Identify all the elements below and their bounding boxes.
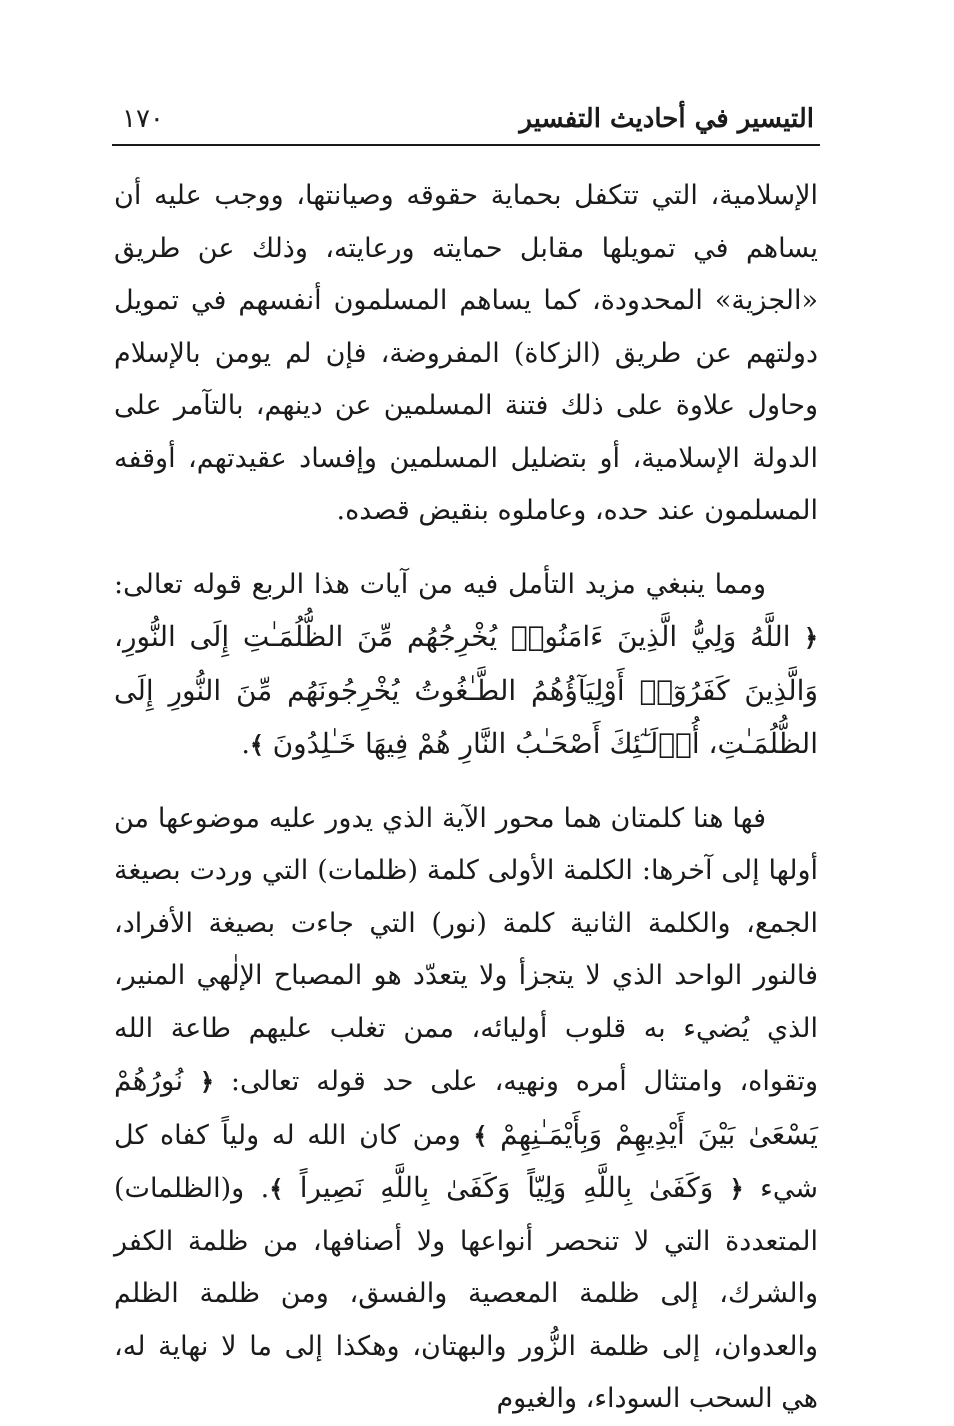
page-number: ١٧٠ [122,104,164,134]
quran-verse: وَكَفَىٰ بِاللَّهِ وَلِيّاً وَكَفَىٰ بِاللَّهِ نَصِيراً [299,1171,714,1204]
verse-open-bracket: ﴿ [199,1067,215,1096]
body-text [114,170,818,1426]
paragraph-1 [114,170,818,538]
page-header [112,96,820,146]
paragraph-2-intro: ومما ينبغي مزيد التأمل فيه من آيات هذا الربع قوله تعالى: [114,568,766,600]
paragraph-3-part2: ومن كان الله له ولياً كفاه كل شيء [114,1119,818,1204]
quran-verse: نُورُهُمْ يَسْعَىٰ بَيْنَ أَيْدِيهِمْ وَبِأَيْمَـٰنِهِمْ [114,1064,818,1151]
paragraph-3-part1: فها هنا كلمتان هما محور الآية الذي يدور عليه موضوعها من أولها إلى آخرها: الكلمة الأولى كلمة (ظلمات) التي وردت بصيغة الجمع، والكلمة الثانية كلمة (نور) التي جاءت بصيغة الأفراد، فالنور الواحد الذي لا يتجزأ ولا يتعدّد هو المصباح الإلٰهي المنير، الذي يُضيء به قلوب أوليائه، ممن تغلب عليهم طاعة الله وتقواه، وامتثال أمره ونهيه، على حد قوله تعالى: [114,802,818,1097]
verse-close-bracket: ﴾ [249,730,264,759]
verse-open-bracket: ﴿ [729,1174,744,1203]
paragraph-2-tail: . [241,729,250,760]
paragraph-1-text: الإسلامية، التي تتكفل بحماية حقوقه وصيانتها، ووجب عليه أن يساهم في تمويلها مقابل حمايته ورعايته، وذلك عن طريق «الجزية» المحدودة، كما يساهم المسلمون أنفسهم في تمويل دولتهم عن طريق (الزكاة) المفروضة، فإن لم يومن بالإسلام وحاول علاوة على ذلك فتنة المسلمين عن دينهم، بالتآمر على الدولة الإسلامية، أو بتضليل المسلمين وإفساد عقيدتهم، أوقفه المسلمون عند حده، وعاملوه بنقيض قصده. [114,180,818,526]
verse-close-bracket: ﴾ [473,1120,488,1150]
verse-close-bracket: ﴾ [269,1174,284,1203]
quran-verse: اللَّهُ وَلِيُّ الَّذِينَ ءَامَنُوا۟ يُخْرِجُهُم مِّنَ الظُّلُمَـٰتِ إِلَى النُّورِ، وَالَّذِينَ كَفَرُوٓا۟ أَوْلِيَآؤُهُمُ الطَّـٰغُوتُ يُخْرِجُونَهُم مِّنَ النُّورِ إِلَى الظُّلُمَـٰتِ، أُو۟لَـٰٓئِكَ أَصْحَـٰبُ النَّارِ هُمْ فِيهَا خَـٰلِدُونَ [114,620,818,760]
verse-open-bracket: ﴿ [803,623,818,652]
paragraph-3-part3: . و(الظلمات) المتعددة التي لا تنحصر أنواعها ولا أصنافها، من ظلمة الكفر والشرك، إلى ظلمة المعصية والفسق، ومن ظلمة الظلم والعدوان، إلى ظلمة الزُّور والبهتان، وهكذا إلى ما لا نهاية له، هي السحب السوداء، والغيوم [114,1173,818,1414]
running-title: التيسير في أحاديث التفسير [519,104,814,134]
paragraph-3 [114,793,818,1426]
paragraph-2 [114,559,818,772]
